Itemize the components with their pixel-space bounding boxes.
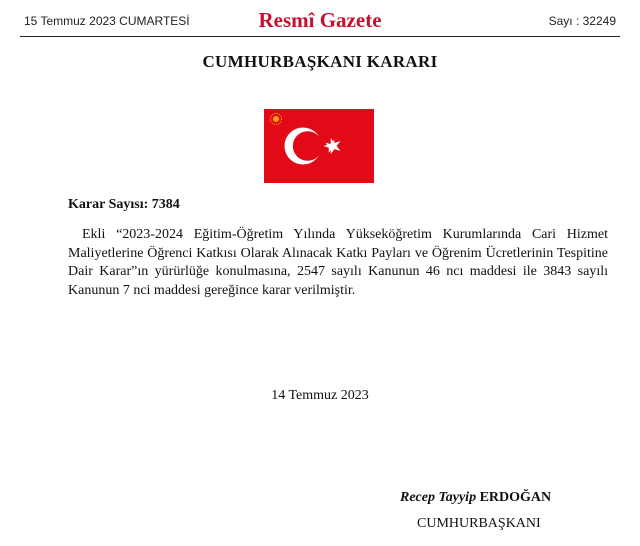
decree-date: 14 Temmuz 2023	[271, 388, 369, 403]
signatory-title: CUMHURBAŞKANI	[417, 516, 541, 531]
decision-number: Karar Sayısı: 7384	[68, 197, 180, 212]
gazette-name: Resmî Gazete	[258, 8, 382, 32]
gazette-header	[20, 6, 620, 37]
decree-title: CUMHURBAŞKANI KARARI	[202, 52, 438, 71]
signatory-name	[400, 490, 551, 506]
issue-date: 15 Temmuz 2023 CUMARTESİ	[24, 14, 190, 28]
turkish-flag-icon	[264, 109, 374, 183]
signatory-surname: ERDOĞAN	[479, 490, 552, 505]
issue-number: Sayı : 32249	[548, 14, 616, 28]
decree-body: Ekli “2023-2024 Eğitim-Öğretim Yılında Yükseköğretim Kurumlarında Cari Hizmet Maliyetlerine Öğrenci Katkısı Olarak Alınacak Katkı Payları ve Öğrenim Ücretlerinin Tespitine Dair Karar”ın yürürlüğe konulmasına, 2547 sayılı Kanunun 46 ncı maddesi ile 3843 sayılı Kanunun 7 nci maddesi gereğince karar verilmiştir.	[68, 227, 608, 298]
signatory-given-name: Recep Tayyip	[400, 490, 477, 505]
